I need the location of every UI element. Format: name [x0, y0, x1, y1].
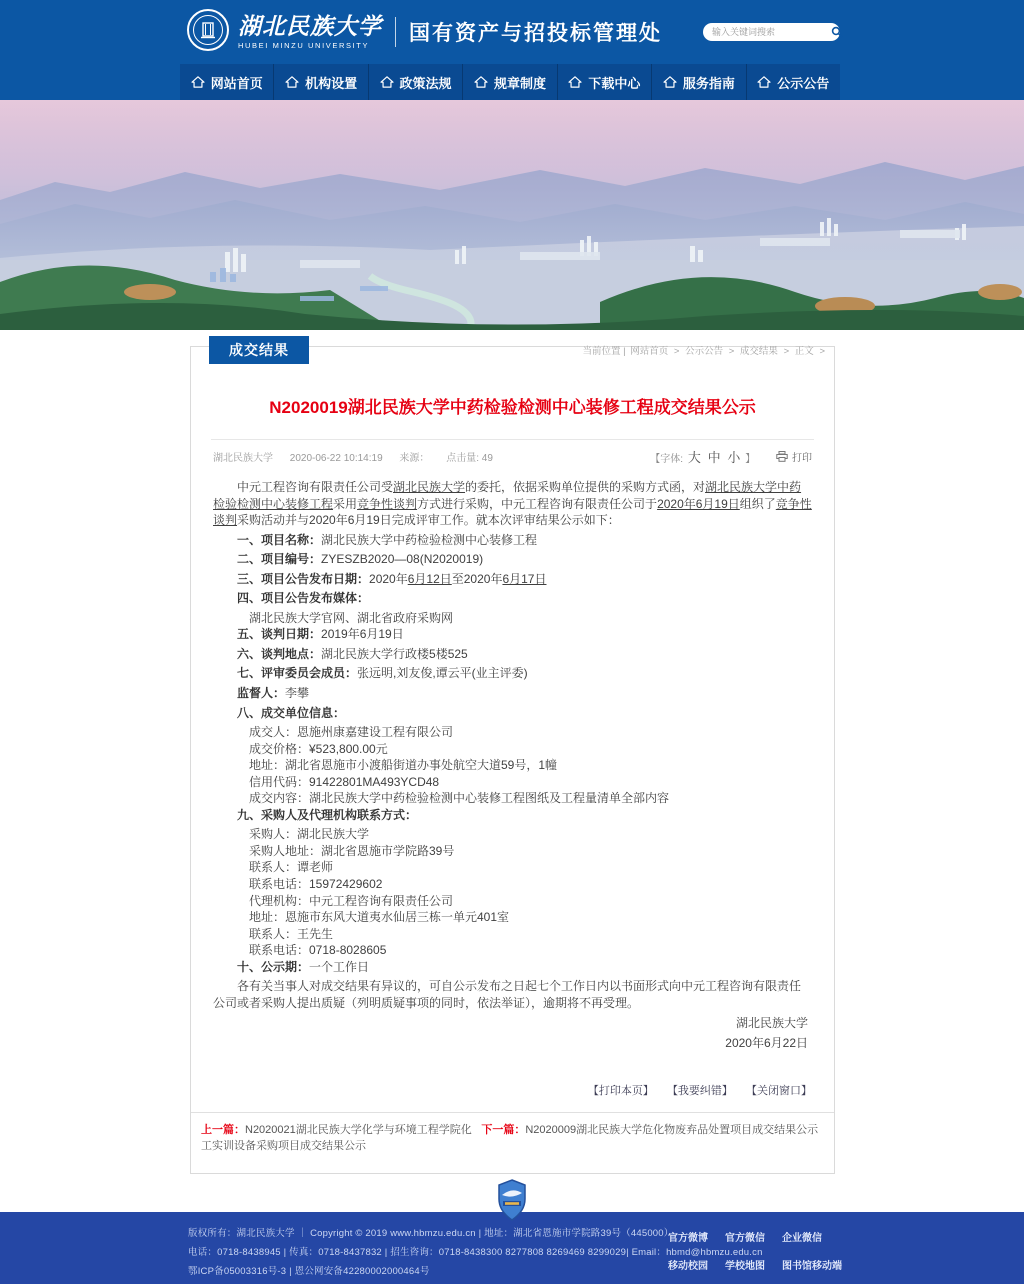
intro-seg-underlined: 竞争性谈判 — [213, 496, 812, 528]
nav-label: 公示公告 — [777, 75, 830, 91]
item-committee — [213, 665, 812, 682]
site-header — [0, 0, 1024, 64]
item-value: 湖北民族大学中药检验检测中心装修工程 — [321, 532, 538, 547]
intro-seg-underlined: 湖北民族大学中药检验检测中心装修工程 — [213, 480, 802, 511]
home-icon — [757, 76, 771, 88]
font-size-medium-button[interactable]: 中 — [707, 450, 721, 465]
breadcrumb-prefix: 当前位置 | — [582, 346, 626, 357]
item-label: 十、公示期： — [237, 959, 310, 974]
page-title: N2020019湖北民族大学中药检验检测中心装修工程成交结果公示 — [269, 398, 756, 417]
item-value: 张远明,刘友俊,谭云平(业主评委) — [357, 666, 528, 681]
prev-label: 上一篇： — [201, 1123, 245, 1136]
item-value: 2020年 — [369, 571, 408, 586]
intro-seg: 中元工程咨询有限责任公司受 — [237, 480, 394, 494]
search-box[interactable] — [703, 23, 840, 41]
item-media — [213, 590, 812, 607]
footer-link-wechat[interactable]: 官方微信 — [725, 1232, 765, 1244]
title-divider — [211, 439, 814, 440]
intro-seg: 组织了 — [739, 496, 776, 511]
hero-banner-image — [0, 100, 1024, 330]
article-card — [190, 342, 835, 1174]
department-title: 国有资产与招投标管理处 — [409, 22, 662, 45]
main-content — [0, 330, 1024, 1174]
home-icon — [380, 76, 394, 88]
winner-line: 地址：湖北省恩施市小渡船街道办事处航空大道59号，1幢 — [249, 758, 558, 773]
search-icon[interactable] — [831, 26, 843, 38]
section-tab[interactable]: 成交结果 — [209, 336, 309, 364]
search-input[interactable] — [710, 26, 831, 38]
meta-source-label: 来源： — [399, 453, 430, 464]
contact-line: 代理机构：中元工程咨询有限责任公司 — [249, 893, 454, 908]
nav-item-download[interactable] — [558, 64, 652, 100]
breadcrumb-separator: > — [728, 346, 735, 357]
report-error-button[interactable]: 【我要纠错】 — [666, 1084, 733, 1097]
item-label: 监督人： — [237, 686, 286, 701]
item-announce-dates — [213, 571, 812, 588]
winner-line: 成交人：恩施州康嘉建设工程有限公司 — [249, 725, 454, 740]
university-name-cn: 湖北民族大学 — [238, 13, 382, 41]
footer-icp: 鄂ICP备05003316号-3 | 恩公网安备42280002000464号 — [188, 1265, 430, 1277]
signature-block — [213, 1015, 812, 1051]
article-body — [213, 479, 812, 1052]
item-publicity-period — [213, 959, 812, 976]
item-label: 二、项目编号： — [237, 552, 322, 567]
closing-paragraph: 各有关当事人对成交结果有异议的，可自公示发布之日起七个工作日内以书面形式向中元工程咨询有限责任公司或者采购人提出质疑（列明质疑事项的同时，依法举证），逾期将不再受理。 — [213, 979, 802, 1010]
article-actions — [213, 1082, 812, 1098]
winner-line: 成交内容：湖北民族大学中药检验检测中心装修工程图纸及工程量清单全部内容 — [249, 791, 670, 806]
nav-item-policy[interactable] — [369, 64, 463, 100]
item-winner-header — [213, 705, 812, 722]
main-nav — [180, 64, 840, 100]
contact-line: 联系电话：0718-8028605 — [249, 943, 387, 958]
home-icon — [568, 76, 582, 88]
home-icon — [285, 76, 299, 88]
item-value: ZYESZB2020—08(N2020019) — [321, 552, 484, 567]
breadcrumb-separator: > — [673, 346, 680, 357]
item-label: 七、评审委员会成员： — [237, 666, 358, 681]
item-label: 九、采购人及代理机构联系方式： — [237, 807, 418, 822]
contact-line: 联系人：谭老师 — [249, 860, 334, 875]
signature-org: 湖北民族大学 — [735, 1016, 808, 1031]
item-label: 五、谈判日期： — [237, 627, 322, 642]
intro-seg-underlined: 竞争性谈判 — [357, 496, 418, 511]
footer-copyright: 版权所有：湖北民族大学 ｜ Copyright © 2019 www.hbmzu.edu.cn | 地址：湖北省恩施市学院路39号（445000） — [188, 1227, 674, 1239]
footer-gap — [0, 1174, 1024, 1212]
close-window-button[interactable]: 【关闭窗口】 — [746, 1084, 812, 1097]
breadcrumb-current: 正文 — [794, 346, 814, 357]
item-project-number — [213, 551, 812, 568]
intro-seg-underlined: 湖北民族大学 — [393, 480, 466, 494]
print-label: 打印 — [792, 453, 812, 464]
intro-seg: 采购活动并与2020年6月19日完成评审工作。就本次评审结果公示如下： — [237, 513, 620, 528]
winner-line: 信用代码：91422801MA493YCD48 — [249, 774, 440, 789]
nav-row — [0, 64, 1024, 100]
footer-link-campus-map[interactable]: 学校地图 — [725, 1260, 765, 1272]
breadcrumb-results[interactable]: 成交结果 — [739, 346, 778, 357]
home-icon — [663, 76, 677, 88]
font-size-control — [650, 450, 758, 465]
item-contacts-header — [213, 807, 812, 824]
prev-article-link[interactable] — [201, 1122, 481, 1155]
winner-line: 成交价格：¥523,800.00元 — [249, 741, 388, 756]
item-value: 一个工作日 — [309, 959, 370, 974]
university-brand — [238, 14, 382, 50]
university-name-en: HUBEI MINZU UNIVERSITY — [238, 40, 370, 50]
intro-seg: 方式进行采购，中元工程咨询有限责任公司于 — [417, 496, 658, 511]
footer-contacts: 电话：0718-8438945 | 传真：0718-8437832 | 招生咨询：0718-8438300 8277808 8269469 8299029| Email：hbmd@hbmzu.edu.cn — [188, 1246, 763, 1258]
footer-link-mobile-campus[interactable]: 移动校园 — [668, 1260, 708, 1272]
brand-divider — [395, 17, 396, 47]
intro-paragraph — [213, 479, 812, 529]
item-value: 2019年6月19日 — [321, 627, 404, 642]
contact-line: 地址：恩施市东风大道夷水仙居三栋一单元401室 — [249, 910, 510, 925]
item-negotiation-place — [213, 646, 812, 663]
nav-item-rules[interactable] — [463, 64, 557, 100]
item-label: 六、谈判地点： — [237, 646, 322, 661]
item-value-underlined: 6月12日 — [407, 571, 452, 586]
contact-line: 联系人：王先生 — [249, 926, 334, 941]
home-icon — [191, 76, 205, 88]
security-shield-badge-icon — [497, 1179, 527, 1226]
item-label: 四、项目公告发布媒体： — [237, 591, 370, 606]
nav-label: 服务指南 — [682, 75, 735, 91]
contact-line: 采购人地址：湖北省恩施市学院路39号 — [249, 843, 455, 858]
prevnext-links — [191, 1113, 834, 1157]
footer-link-weibo[interactable]: 官方微博 — [668, 1232, 708, 1244]
contact-line: 联系电话：15972429602 — [249, 877, 383, 892]
item-value: 至2020年 — [451, 571, 503, 586]
next-title[interactable]: N2020009湖北民族大学危化物废弃品处置项目成交结果公示 — [525, 1123, 819, 1136]
item-media-value: 湖北民族大学官网、湖北省政府采购网 — [249, 610, 454, 625]
home-icon — [474, 76, 488, 88]
print-button[interactable] — [776, 449, 812, 464]
font-control-close: 】 — [745, 454, 756, 465]
item-negotiation-date — [213, 626, 812, 643]
nav-item-home[interactable] — [180, 64, 274, 100]
item-value-underlined: 6月17日 — [502, 571, 547, 586]
item-supervisor — [213, 685, 812, 702]
nav-label: 网站首页 — [210, 75, 263, 91]
breadcrumb-home[interactable]: 网站首页 — [630, 346, 669, 357]
prev-title[interactable]: N2020021湖北民族大学化学与环境工程学院化工实训设备采购项目成交结果公示 — [201, 1123, 472, 1152]
item-value: 李攀 — [285, 686, 310, 701]
item-value: 湖北民族大学行政楼5楼525 — [321, 646, 468, 661]
intro-seg: 采用 — [333, 496, 358, 511]
nav-label: 下载中心 — [588, 75, 641, 91]
article-meta — [213, 447, 812, 466]
footer-links — [668, 1229, 842, 1285]
next-article-link[interactable] — [481, 1122, 824, 1155]
font-control-open: 【字体: — [650, 454, 684, 465]
breadcrumb-announcements[interactable]: 公示公告 — [685, 346, 724, 357]
intro-seg: 的委托，依据采购单位提供的采购方式函，对 — [465, 480, 706, 494]
meta-site: 湖北民族大学 — [213, 453, 273, 464]
font-size-large-button[interactable]: 大 — [687, 450, 701, 465]
nav-item-service[interactable] — [652, 64, 746, 100]
breadcrumb — [582, 343, 826, 357]
nav-label: 政策法规 — [399, 75, 452, 91]
intro-seg-underlined: 2020年6月19日 — [657, 496, 740, 511]
nav-item-org[interactable] — [274, 64, 368, 100]
contact-line: 采购人：湖北民族大学 — [249, 827, 370, 842]
nav-item-announcements[interactable] — [747, 64, 840, 100]
meta-datetime: 2020-06-22 10:14:19 — [289, 453, 383, 464]
item-label: 一、项目名称： — [237, 532, 322, 547]
item-label: 三、项目公告发布日期： — [237, 571, 370, 586]
next-label: 下一篇： — [481, 1123, 526, 1136]
breadcrumb-separator: > — [783, 346, 790, 357]
meta-hits: 点击量: 49 — [446, 453, 493, 464]
footer-link-enterprise-wechat[interactable]: 企业微信 — [782, 1232, 822, 1244]
font-size-small-button[interactable]: 小 — [727, 450, 741, 465]
signature-date: 2020年6月22日 — [725, 1035, 808, 1050]
item-label: 八、成交单位信息： — [237, 705, 346, 720]
printer-icon — [776, 451, 788, 462]
nav-label: 机构设置 — [305, 75, 358, 91]
print-page-button[interactable]: 【打印本页】 — [587, 1084, 654, 1097]
nav-label: 规章制度 — [493, 75, 546, 91]
item-project-name — [213, 532, 812, 549]
breadcrumb-separator: > — [819, 346, 825, 357]
footer-link-library-mobile[interactable]: 图书馆移动端 — [782, 1260, 842, 1272]
university-seal-icon — [186, 8, 230, 57]
